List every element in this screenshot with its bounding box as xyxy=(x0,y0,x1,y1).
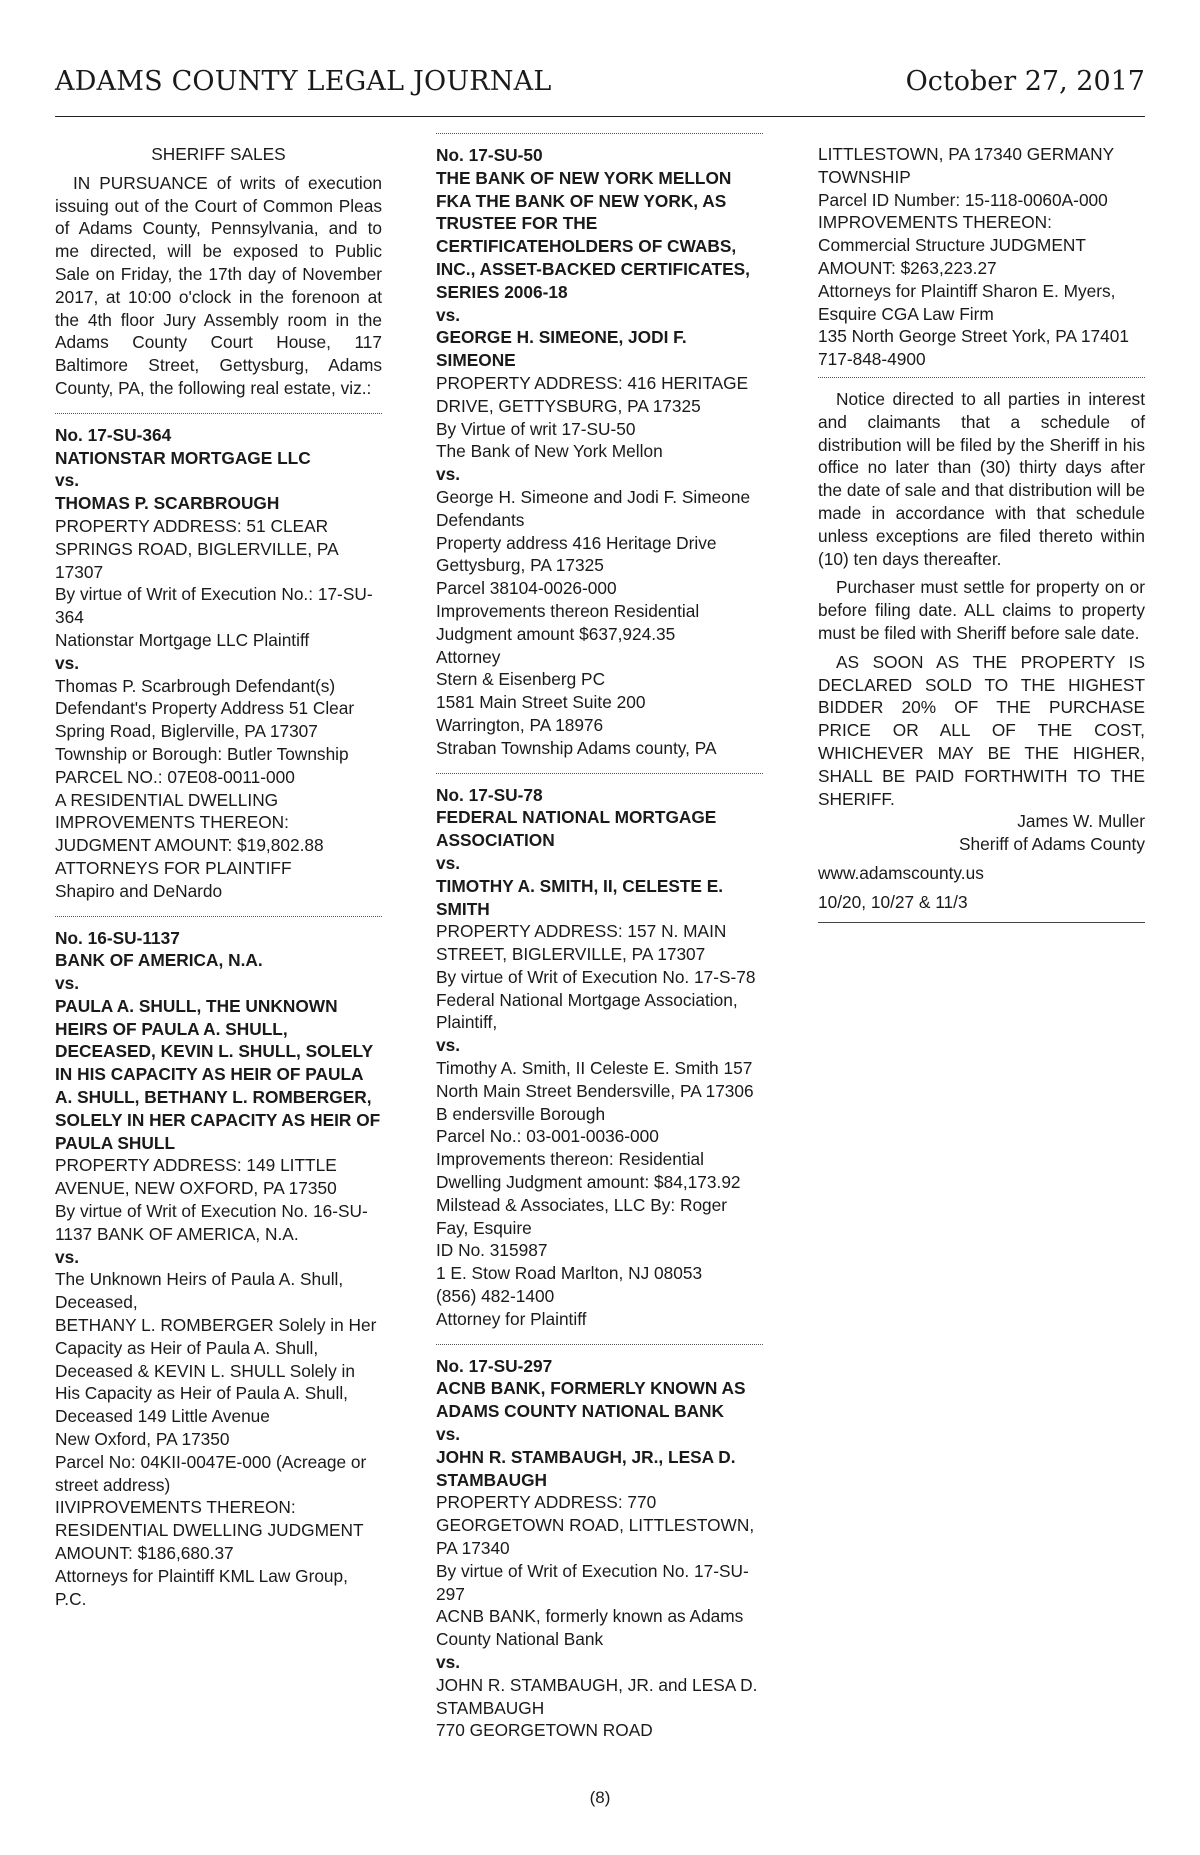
divider xyxy=(55,916,382,917)
case-line: PROPERTY ADDRESS: 51 CLEAR SPRINGS ROAD, BIGLERVILLE, PA 17307 xyxy=(55,515,338,582)
plaintiff: NATIONSTAR MORTGAGE LLC xyxy=(55,447,311,468)
case-line: Parcel No.: 03-001-0036-000 xyxy=(436,1126,659,1147)
case-line: By Virtue of writ 17-SU-50 xyxy=(436,418,636,439)
defendant: PAULA A. SHULL, THE UNKNOWN HEIRS OF PAULA A. SHULL, DECEASED, KEVIN L. SHULL, SOLELY IN HIS CAPACITY AS HEIR OF PAULA A. SHULL, BETHANY L. ROMBERGER, SOLELY IN HER CAPACITY AS HEIR OF PAULA SHULL xyxy=(55,995,381,1153)
defendant: THOMAS P. SCARBROUGH xyxy=(55,493,280,514)
case-line: 770 GEORGETOWN ROAD xyxy=(436,1720,653,1741)
case-line: Attorney for Plaintiff xyxy=(436,1308,587,1329)
case-line: JOHN R. STAMBAUGH, JR. and LESA D. STAMBAUGH xyxy=(436,1674,758,1718)
case-line: The Bank of New York Mellon xyxy=(436,441,663,462)
payment-notice: AS SOON AS THE PROPERTY IS DECLARED SOLD TO THE HIGHEST BIDDER 20% OF THE PURCHASE PRICE OR ALL OF THE COST, WHICHEVER MAY BE THE HIGHER, SHALL BE PAID FORTHWITH TO THE SHERIFF. xyxy=(818,651,1145,809)
page-number: (8) xyxy=(589,1788,611,1807)
case-line: ATTORNEYS FOR PLAINTIFF xyxy=(55,857,292,878)
plaintiff: BANK OF AMERICA, N.A. xyxy=(55,950,263,971)
case-line: Improvements thereon Residential Judgment amount $637,924.35 xyxy=(436,600,700,644)
case-line: Property address 416 Heritage Drive Gettysburg, PA 17325 xyxy=(436,532,717,576)
case-entry xyxy=(436,1355,763,1743)
case-line: Attorneys for Plaintiff KML Law Group, P.C. xyxy=(55,1565,348,1609)
case-line: BETHANY L. ROMBERGER Solely in Her Capacity as Heir of Paula A. Shull, Deceased & KEVIN L. SHULL Solely in His Capacity as Heir of Paula A. Shull, Deceased 149 Little Avenue xyxy=(55,1315,377,1427)
case-line: Warrington, PA 18976 xyxy=(436,714,604,735)
intro-paragraph: IN PURSUANCE of writs of execution issuing out of the Court of Common Pleas of Adams County, Pennsylvania, and to me directed, will be exposed to Public Sale on Friday, the 17th day of November 2017, at 10:00 o'clock in the forenoon at the 4th floor Jury Assembly room in the Adams County Court House, 117 Baltimore Street, Gettysburg, Adams County, PA, the following real estate, viz.: xyxy=(55,172,382,398)
plaintiff: THE BANK OF NEW YORK MELLON FKA THE BANK OF NEW YORK, AS TRUSTEE FOR THE CERTIFICATEHOLDERS OF CWABS, INC., ASSET-BACKED CERTIFICATES, SERIES 2006-18 xyxy=(436,167,750,302)
case-line: vs. xyxy=(55,652,80,673)
case-line: The Unknown Heirs of Paula A. Shull, Deceased, xyxy=(55,1269,344,1313)
versus: vs. xyxy=(436,304,461,325)
versus: vs. xyxy=(436,852,461,873)
column-3 xyxy=(818,143,1145,923)
case-line: Shapiro and DeNardo xyxy=(55,880,223,901)
case-line: By virtue of Writ of Execution No.: 17-SU-364 xyxy=(55,584,373,628)
issue-date: October 27, 2017 xyxy=(905,66,1145,97)
distribution-notice: Notice directed to all parties in interest and claimants that a schedule of distribution will be filed by the Sheriff in his office no later than (30) thirty days after the date of sale and that distribution will be made in accordance with that schedule unless exceptions are filed thereto within (10) ten days thereafter. xyxy=(818,388,1145,569)
case-line: IIVIPROVEMENTS THEREON: RESIDENTIAL DWELLING JUDGMENT AMOUNT: $186,680.37 xyxy=(55,1497,364,1564)
case-line: PROPERTY ADDRESS: 157 N. MAIN STREET, BIGLERVILLE, PA 17307 xyxy=(436,921,727,965)
case-number: No. 17-SU-50 xyxy=(436,145,543,165)
case-line: A RESIDENTIAL DWELLING xyxy=(55,789,279,810)
case-line: 717-848-4900 xyxy=(818,349,926,370)
case-line: By virtue of Writ of Execution No. 16-SU-1137 BANK OF AMERICA, N.A. xyxy=(55,1201,368,1244)
case-line: 1581 Main Street Suite 200 xyxy=(436,692,646,713)
case-line: Milstead & Associates, LLC By: Roger Fay, Esquire xyxy=(436,1194,728,1238)
divider xyxy=(818,377,1145,378)
case-line: New Oxford, PA 17350 xyxy=(55,1429,230,1450)
versus: vs. xyxy=(55,470,80,491)
case-line: Thomas P. Scarbrough Defendant(s) xyxy=(55,675,336,696)
case-line: IMPROVEMENTS THEREON: xyxy=(55,812,289,833)
case-line: Federal National Mortgage Association, Plaintiff, xyxy=(436,989,738,1033)
case-number: No. 16-SU-1137 xyxy=(55,927,180,948)
divider xyxy=(55,413,382,414)
case-line: Nationstar Mortgage LLC Plaintiff xyxy=(55,629,310,650)
case-line: Parcel ID Number: 15-118-0060A-000 xyxy=(818,189,1108,210)
case-line: vs. xyxy=(436,1035,461,1056)
case-line: PROPERTY ADDRESS: 149 LITTLE AVENUE, NEW OXFORD, PA 17350 xyxy=(55,1155,337,1199)
plaintiff: FEDERAL NATIONAL MORTGAGE ASSOCIATION xyxy=(436,807,717,851)
column-1 xyxy=(55,143,382,1610)
case-line: Township or Borough: Butler Township xyxy=(55,743,349,764)
case-line: Stern & Eisenberg PC xyxy=(436,669,606,690)
case-line: 135 North George Street York, PA 17401 xyxy=(818,326,1129,347)
case-entry xyxy=(55,424,382,903)
case-line: vs. xyxy=(436,1652,461,1672)
journal-title: ADAMS COUNTY LEGAL JOURNAL xyxy=(55,66,552,97)
case-line: ACNB BANK, formerly known as Adams County National Bank xyxy=(436,1606,744,1650)
case-line: IMPROVEMENTS THEREON: Commercial Structure JUDGMENT AMOUNT: $263,223.27 xyxy=(818,212,1086,278)
case-line: PARCEL NO.: 07E08-0011-000 xyxy=(55,766,295,787)
case-entry xyxy=(436,144,763,760)
divider xyxy=(436,773,763,774)
case-line: By virtue of Writ of Execution No. 17-S-78 xyxy=(436,966,756,987)
website: www.adamscounty.us xyxy=(818,862,984,883)
case-line: Defendant's Property Address 51 Clear Spring Road, Biglerville, PA 17307 xyxy=(55,698,355,742)
case-line: Parcel No: 04KII-0047E-000 (Acreage or street address) xyxy=(55,1451,367,1495)
defendant: JOHN R. STAMBAUGH, JR., LESA D. STAMBAUGH xyxy=(436,1446,736,1490)
case-line: By virtue of Writ of Execution No. 17-SU-297 xyxy=(436,1560,749,1604)
masthead xyxy=(55,66,1145,117)
case-line: George H. Simeone and Jodi F. Simeone Defendants xyxy=(436,486,751,530)
case-line: JUDGMENT AMOUNT: $19,802.88 xyxy=(55,835,324,856)
sheriff-name: James W. Muller xyxy=(1017,811,1145,832)
case-line: vs. xyxy=(436,464,461,485)
case-line: Improvements thereon: Residential Dwelling Judgment amount: $84,173.92 xyxy=(436,1149,741,1193)
case-continuation xyxy=(818,143,1145,371)
case-line: Parcel 38104-0026-000 xyxy=(436,578,617,599)
defendant: TIMOTHY A. SMITH, II, CELESTE E. SMITH xyxy=(436,875,724,919)
case-number: No. 17-SU-364 xyxy=(55,424,172,445)
end-rule xyxy=(818,922,1145,923)
section-heading: SHERIFF SALES xyxy=(151,144,286,164)
versus: vs. xyxy=(436,1424,461,1445)
case-line: Attorney xyxy=(436,646,501,667)
case-line: (856) 482-1400 xyxy=(436,1286,555,1307)
case-line: vs. xyxy=(55,1246,80,1267)
case-number: No. 17-SU-78 xyxy=(436,784,543,805)
case-line: PROPERTY ADDRESS: 770 GEORGETOWN ROAD, LITTLESTOWN, PA 17340 xyxy=(436,1492,755,1559)
divider xyxy=(436,1344,763,1345)
case-number: No. 17-SU-297 xyxy=(436,1355,553,1376)
case-line: 1 E. Stow Road Marlton, NJ 08053 xyxy=(436,1263,703,1284)
case-entry xyxy=(436,784,763,1331)
case-line: LITTLESTOWN, PA 17340 GERMANY TOWNSHIP xyxy=(818,144,1114,187)
case-line: Attorneys for Plaintiff Sharon E. Myers, Esquire CGA Law Firm xyxy=(818,280,1116,324)
case-line: Timothy A. Smith, II Celeste E. Smith 157 North Main Street Bendersville, PA 17306 B endersville Borough xyxy=(436,1058,754,1124)
defendant: GEORGE H. SIMEONE, JODI F. SIMEONE xyxy=(436,327,687,371)
case-line: PROPERTY ADDRESS: 416 HERITAGE DRIVE, GETTYSBURG, PA 17325 xyxy=(436,372,749,416)
purchaser-notice: Purchaser must settle for property on or before filing date. ALL claims to property must be filed with Sheriff before sale date. xyxy=(818,577,1145,643)
case-entry xyxy=(55,927,382,1611)
case-line: Straban Township Adams county, PA xyxy=(436,737,717,758)
versus: vs. xyxy=(55,973,80,994)
case-line: ID No. 315987 xyxy=(436,1240,548,1261)
divider xyxy=(436,133,763,134)
column-2 xyxy=(436,127,763,1742)
plaintiff: ACNB BANK, FORMERLY KNOWN AS ADAMS COUNTY NATIONAL BANK xyxy=(436,1378,746,1422)
run-dates: 10/20, 10/27 & 11/3 xyxy=(818,891,968,912)
sheriff-title: Sheriff of Adams County xyxy=(958,834,1145,855)
